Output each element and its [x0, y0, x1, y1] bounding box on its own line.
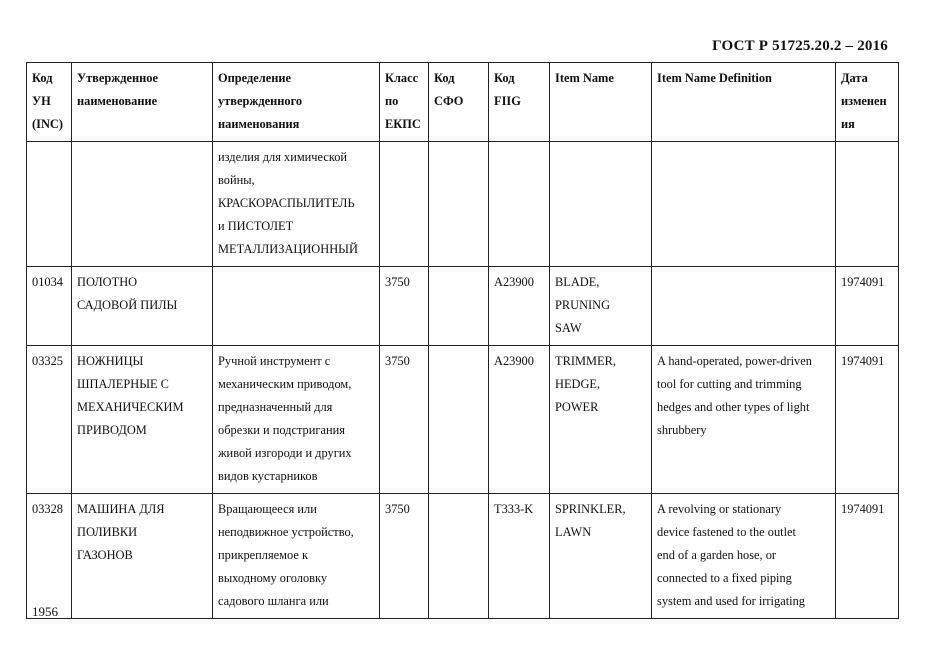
sfo-code-cell: [429, 142, 489, 267]
sfo-code-cell: [429, 346, 489, 494]
cell-line: BLADE,: [555, 275, 600, 289]
header-sfo-code: Код СФО: [429, 63, 489, 142]
header-change-date: Дата изменен ия: [836, 63, 899, 142]
cell-line: войны,: [218, 173, 255, 187]
table-row: [27, 142, 899, 267]
cell-line: end of a garden hose, or: [657, 548, 777, 562]
cell-line: A hand-operated, power-driven: [657, 354, 812, 368]
cell-line: КРАСКОРАСПЫЛИТЕЛЬ: [218, 196, 355, 210]
header-ekps-class: Класс по ЕКПС: [380, 63, 429, 142]
fiig-code-cell: [489, 267, 550, 346]
cell-line: видов кустарников: [218, 469, 318, 483]
change-date-cell: [836, 494, 899, 619]
cell-line: A23900: [494, 275, 534, 289]
cell-line: SPRINKLER,: [555, 502, 626, 516]
table-body: [27, 142, 899, 619]
cell-line: изделия для химической: [218, 150, 348, 164]
item-name-cell: [550, 494, 652, 619]
ekps-class-cell: [380, 346, 429, 494]
cell-line: shrubbery: [657, 423, 707, 437]
header-item-name-definition: Item Name Definition: [652, 63, 836, 142]
cell-line: 03328: [32, 502, 63, 516]
ekps-class-cell: [380, 267, 429, 346]
cell-line: PRUNING: [555, 298, 611, 312]
cell-line: обрезки и подстригания: [218, 423, 345, 437]
cell-line: ПРИВОДОМ: [77, 423, 147, 437]
header-inc: Код УН (INC): [27, 63, 72, 142]
sfo-code-cell: [429, 267, 489, 346]
item-name-definition-cell: [652, 346, 836, 494]
cell-line: прикрепляемое к: [218, 548, 308, 562]
cell-line: 01034: [32, 275, 63, 289]
approved-name-cell: [72, 494, 213, 619]
cell-line: Вращающееся или: [218, 502, 317, 516]
cell-line: 3750: [385, 502, 410, 516]
cell-line: и ПИСТОЛЕТ: [218, 219, 294, 233]
fiig-code-cell: [489, 142, 550, 267]
document-standard-header: ГОСТ Р 51725.20.2 – 2016: [712, 38, 888, 54]
cell-line: МАШИНА ДЛЯ: [77, 502, 165, 516]
cell-line: tool for cutting and trimming: [657, 377, 802, 391]
header-approved-name: Утвержденное наименование: [72, 63, 213, 142]
change-date-cell: [836, 267, 899, 346]
cell-line: connected to a fixed piping: [657, 571, 792, 585]
cell-line: ПОЛИВКИ: [77, 525, 138, 539]
header-item-name: Item Name: [550, 63, 652, 142]
cell-line: POWER: [555, 400, 599, 414]
cell-line: SAW: [555, 321, 582, 335]
definition-cell: [213, 346, 380, 494]
table-row: [27, 346, 899, 494]
inc-cell: [27, 142, 72, 267]
cell-line: hedges and other types of light: [657, 400, 810, 414]
item-name-definition-cell: [652, 267, 836, 346]
cell-line: САДОВОЙ ПИЛЫ: [77, 298, 178, 312]
item-name-definition-cell: [652, 142, 836, 267]
cell-line: A23900: [494, 354, 534, 368]
inc-cell: [27, 267, 72, 346]
fiig-code-cell: [489, 494, 550, 619]
cell-line: механическим приводом,: [218, 377, 352, 391]
cell-line: неподвижное устройство,: [218, 525, 354, 539]
cell-line: живой изгороди и других: [218, 446, 352, 460]
cell-line: ГАЗОНОВ: [77, 548, 133, 562]
ekps-class-cell: [380, 142, 429, 267]
definition-cell: [213, 494, 380, 619]
sfo-code-cell: [429, 494, 489, 619]
cell-line: A revolving or stationary: [657, 502, 782, 516]
approved-name-cell: [72, 346, 213, 494]
header-fiig-code: Код FIIG: [489, 63, 550, 142]
page-number: 1956: [32, 604, 58, 619]
header-definition: Определение утвержденного наименования: [213, 63, 380, 142]
cell-line: T333-K: [494, 502, 534, 516]
cell-line: садового шланга или: [218, 594, 329, 608]
change-date-cell: [836, 346, 899, 494]
cell-line: предназначенный для: [218, 400, 333, 414]
definition-cell: [213, 267, 380, 346]
definition-cell: [213, 142, 380, 267]
inc-cell: [27, 346, 72, 494]
item-name-cell: [550, 346, 652, 494]
table-header-row: [27, 63, 899, 142]
cell-line: выходному оголовку: [218, 571, 328, 585]
cell-line: МЕХАНИЧЕСКИМ: [77, 400, 184, 414]
item-name-definition-cell: [652, 494, 836, 619]
approved-name-cell: [72, 142, 213, 267]
inc-cell: [27, 494, 72, 619]
cell-line: МЕТАЛЛИЗАЦИОННЫЙ: [218, 242, 358, 256]
cell-line: 1974091: [841, 502, 885, 516]
cell-line: НОЖНИЦЫ: [77, 354, 144, 368]
item-name-cell: [550, 267, 652, 346]
cell-line: system and used for irrigating: [657, 594, 805, 608]
ekps-class-cell: [380, 494, 429, 619]
cell-line: 1974091: [841, 275, 885, 289]
approved-name-cell: [72, 267, 213, 346]
cell-line: 3750: [385, 354, 410, 368]
cell-line: HEDGE,: [555, 377, 601, 391]
cell-line: 03325: [32, 354, 63, 368]
item-name-cell: [550, 142, 652, 267]
cell-line: ПОЛОТНО: [77, 275, 138, 289]
cell-line: 3750: [385, 275, 410, 289]
fiig-code-cell: [489, 346, 550, 494]
classification-table: [26, 62, 899, 619]
table-row: [27, 494, 899, 619]
cell-line: device fastened to the outlet: [657, 525, 796, 539]
cell-line: LAWN: [555, 525, 592, 539]
table-row: [27, 267, 899, 346]
cell-line: 1974091: [841, 354, 885, 368]
change-date-cell: [836, 142, 899, 267]
cell-line: ШПАЛЕРНЫЕ С: [77, 377, 169, 391]
cell-line: Ручной инструмент с: [218, 354, 331, 368]
cell-line: TRIMMER,: [555, 354, 616, 368]
